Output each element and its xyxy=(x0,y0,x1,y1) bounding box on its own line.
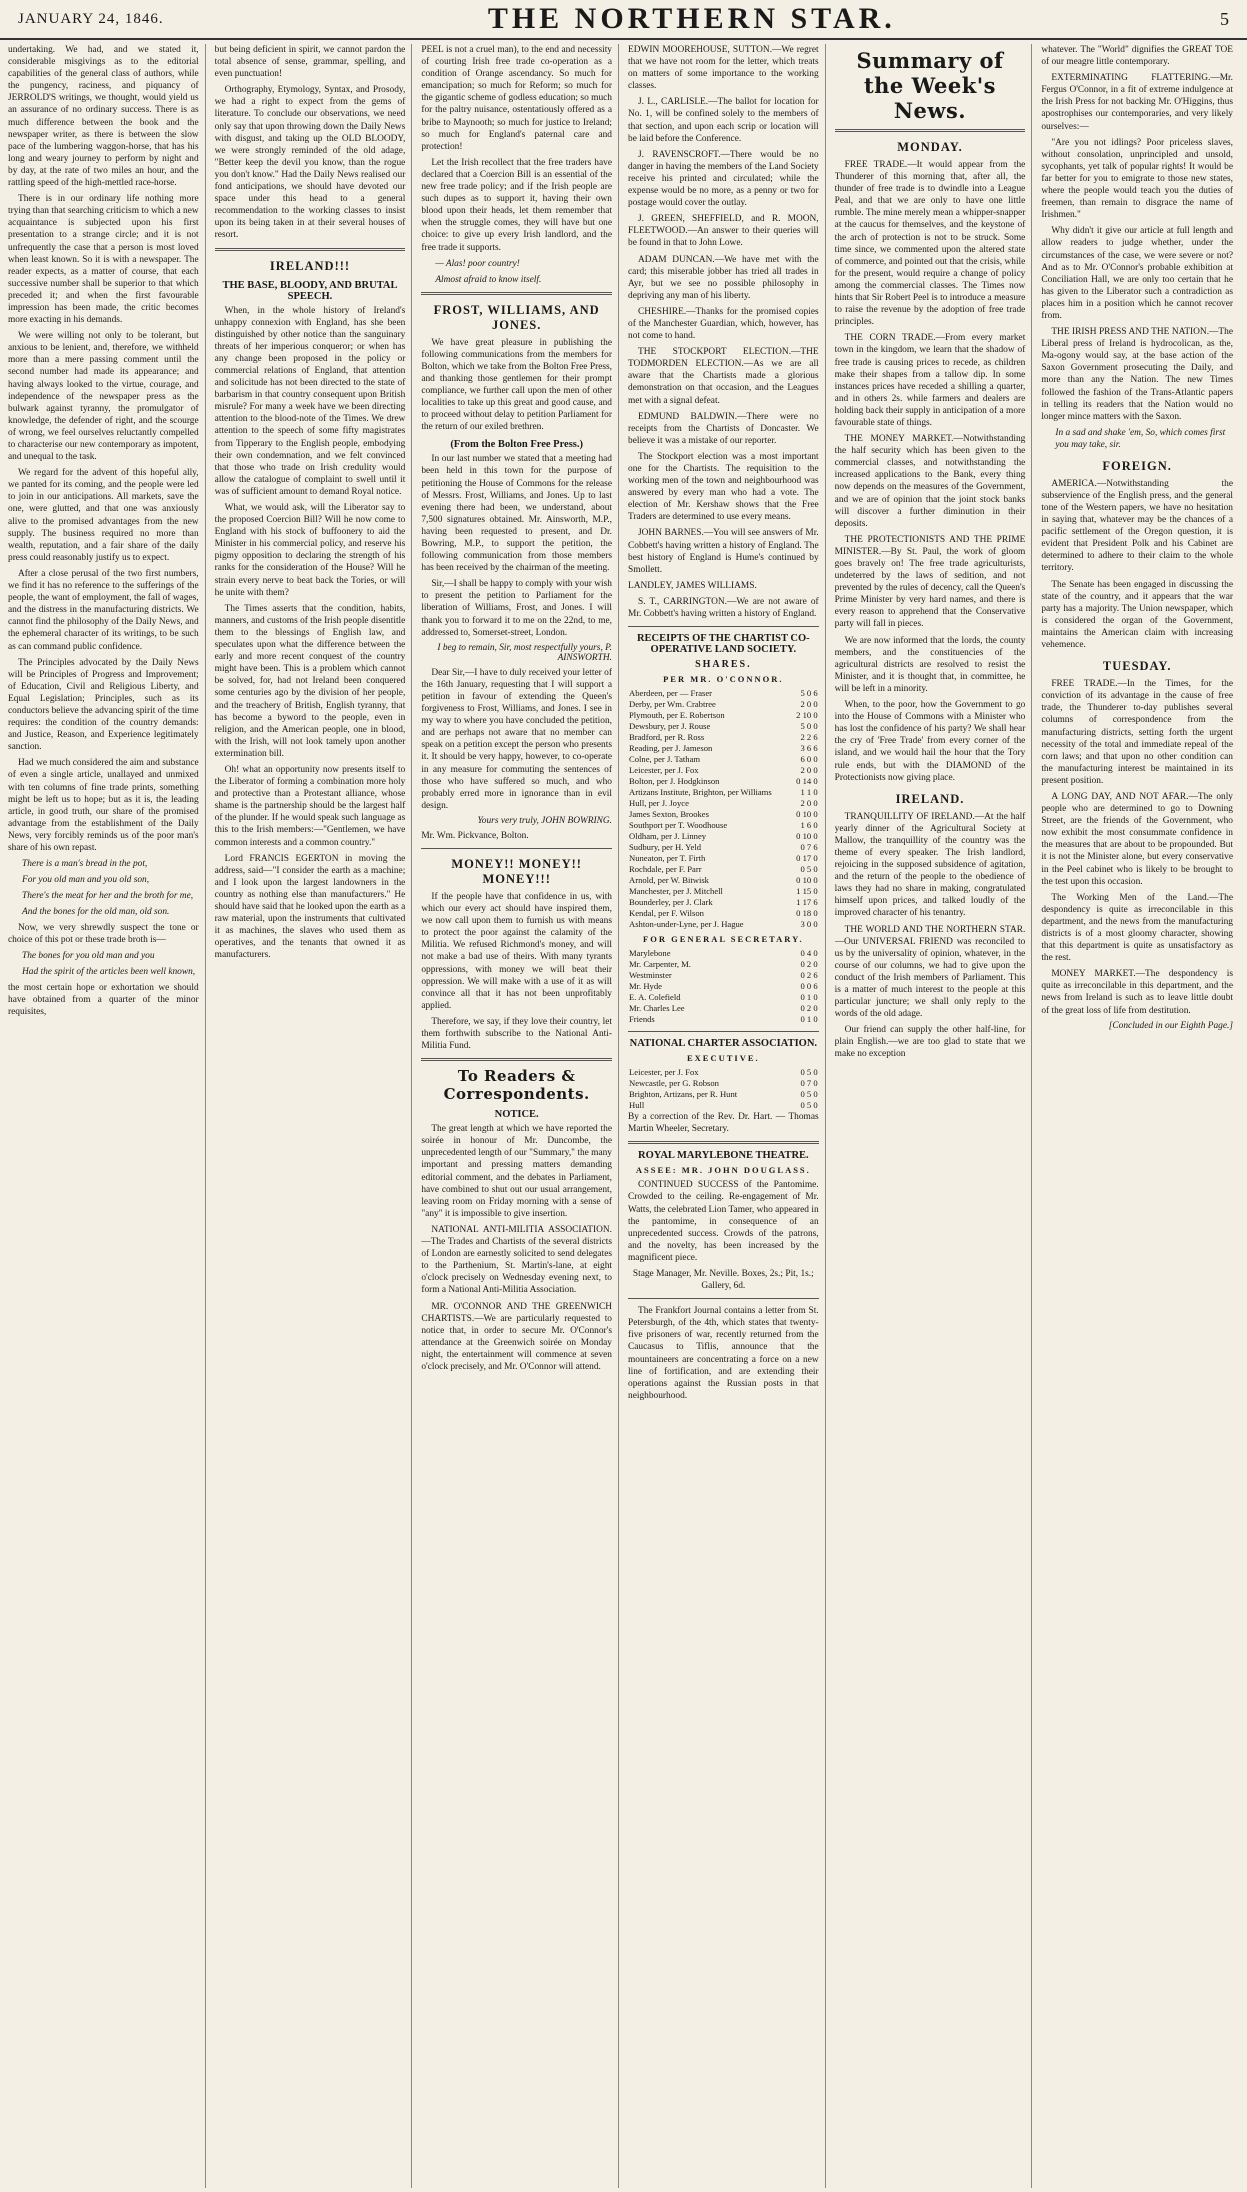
table-row xyxy=(628,959,819,970)
table-cell-name: Artizans Institute, Brighton, per Williams xyxy=(629,787,772,798)
receipts-heading: RECEIPTS OF THE CHARTIST CO-OPERATIVE LAND SOCIETY. xyxy=(636,633,810,656)
verse-line: Almost afraid to know itself. xyxy=(435,274,542,285)
paragraph: Why didn't it give our article at full length and allow readers to judge whether, under the circumstances of the case, we were severe or not? And as to Mr. O'Connor's probable exhibition at Conciliation Hall, we are only too certain that he has given to the Liberator such a contradiction as places him in a position which he cannot recover from. xyxy=(1041,226,1233,321)
paragraph: CHESHIRE.—Thanks for the promised copies of the Manchester Guardian, which, however, has not come to hand. xyxy=(628,306,819,342)
verse-title: There is a man's bread in the pot, xyxy=(22,859,148,870)
verse-line: And the bones for the old man, old son. xyxy=(22,907,170,918)
table-row xyxy=(628,919,819,930)
theatre-heading: ROYAL MARYLEBONE THEATRE. xyxy=(637,1150,809,1162)
paragraph: If the people have that confidence in us, with which our every act should have inspired them, we now call upon them to furnish us with means to protect the poor against the calamity of the Militia. We refused Richmond's money, and will not make a bad use of theirs. With many tyrants oppressions, with money we will beat their oppression. We will make with a use of it as will convince all that it has not been unprofitably applied. xyxy=(421,891,612,1011)
table-cell-name: Oldham, per J. Linney xyxy=(629,831,707,842)
table-row xyxy=(628,842,819,853)
table-cell-amount: 0 2 0 xyxy=(800,959,818,970)
divider xyxy=(421,1058,612,1061)
table-cell-amount: 0 14 0 xyxy=(796,776,818,787)
section-subheading: THE BASE, BLOODY, AND BRUTAL SPEECH. xyxy=(222,279,398,302)
paragraph: We regard for the advent of this hopeful ally, we panted for its coming, and the people were led to join in our anticipations. All markets, save the one, were glutted, and that one was anxiously alive to the promised advantages from the new supply. The business required no more than wealth, reputation, and a fair share of the daily press could reasonably justify us to expect. xyxy=(8,468,199,563)
table-row xyxy=(628,970,819,981)
table-cell-name: Arnold, per W. Bitwisk xyxy=(629,875,709,886)
table-cell-amount: 0 10 0 xyxy=(796,831,818,842)
secretary-heading: FOR GENERAL SECRETARY. xyxy=(643,934,804,945)
table-cell-name: E. A. Colefield xyxy=(629,992,681,1003)
continuation-note: [Concluded in our Eighth Page.] xyxy=(1108,1020,1233,1031)
verse-line: For you old man and you old son, xyxy=(22,875,150,886)
table-cell-amount: 0 1 0 xyxy=(800,1014,818,1025)
column-3 xyxy=(421,44,619,2188)
paragraph: When, in the whole history of Ireland's unhappy connexion with England, has she been distinguished by other notice than the sanguinary threats of her imperious conqueror; or when has any change been proposed in the policy or commercial relations of England, that attention and solicitude has not been directed to the state of barbarism in that country consequent upon British misrule? For many a week have we been directing attention to the blood-note of the Times. We drew attention to the speech of some fifty magistrates from Tipperary to the English people, embodying their own condemnation, and we felt convinced that those who trade on Irish credulity would allow the catalogue of complaint to swell until it was of sufficient amount to demand Royal notice. xyxy=(214,305,406,497)
paragraph: We are now informed that the lords, the county members, and the constituencies of the agricultural districts are resolved to resist the Minister, and it is thought that, in committee, he will be left in a minority. xyxy=(834,635,1026,694)
table-row xyxy=(628,776,819,787)
table-cell-name: Friends xyxy=(629,1014,655,1025)
table-cell-amount: 2 0 0 xyxy=(800,699,818,710)
table-cell-name: Derby, per Wm. Crabtree xyxy=(629,699,716,710)
table-cell-amount: 0 5 0 xyxy=(800,1067,818,1078)
table-cell-name: Mr. Charles Lee xyxy=(629,1003,685,1014)
table-cell-name: Aberdeen, per — Fraser xyxy=(629,688,713,699)
table-cell-amount: 2 10 0 xyxy=(796,710,818,721)
table-cell-amount: 6 0 0 xyxy=(800,754,818,765)
paragraph: TRANQUILLITY OF IRELAND.—At the half yearly dinner of the Agricultural Society at Mallow, the tranquillity of the country was the theme of every speaker. The Irish landlord, rejoicing in the supposed subsidence of agitation, and the return of the people to the obedience of laws they had no share in making, congratulated himself upon prices, and talked loudly of the improved character of his tenantry. xyxy=(834,811,1026,919)
paragraph: Therefore, we say, if they love their country, let them forthwith subscribe to the National Anti-Militia Fund. xyxy=(421,1016,612,1052)
paragraph: By a correction of the Rev. Dr. Hart. — Thomas Martin Wheeler, Secretary. xyxy=(628,1112,819,1135)
secretary-table xyxy=(628,948,819,1025)
day-heading: TUESDAY. xyxy=(1102,659,1172,674)
paragraph: After a close perusal of the two first numbers, we find it has no reference to the sufferings of the people, the want of employment, the fall of wages, and the distress in the manufacturing districts. We cannot find the philosophy of the Daily News, and the ephemeral character of its writings, to be such as can command public confidence. xyxy=(8,568,199,652)
table-row xyxy=(628,732,819,743)
day-heading: MONDAY. xyxy=(897,140,963,154)
masthead xyxy=(0,0,1247,40)
table-cell-name: Rochdale, per F. Parr xyxy=(629,864,702,875)
paragraph: The Times asserts that the condition, habits, manners, and customs of the Irish people disentitle them to the blessings of English law, and speculates upon what the difference between the early and more recent conquest of the country might have been. This is a problem which cannot be solved, for, had not Ireland been conquered some centuries ago by the division of her people, and the treachery of British, English tyranny, that has become a byword to the people, even in religion, and the American people, one in blood, with the Irish, will not look tamely upon another extermination bill. xyxy=(214,603,406,759)
column-5 xyxy=(835,44,1033,2188)
paragraph: undertaking. We had, and we stated it, considerable misgivings as to the editorial capabilities of the general class of authors, while the pungency, raciness, and piquancy of JERROLD'S writings, we thought, would yield us an assurance of no ordinary success. There is as much difference between the book and the newspaper writer, as there is between the slow pace of the lumbering waggon-horse, that has his long and weary journey to perform by night and by day, at the rate of two miles an hour, and the rattling speed of the high-mettled race-horse. xyxy=(8,45,199,189)
table-cell-amount: 1 15 0 xyxy=(796,886,818,897)
column-2 xyxy=(215,44,413,2188)
paragraph: J. RAVENSCROFT.—There would be no danger in having the members of the Land Society receive his printed and circulated; while the expense would be no more, as a penny or two for postage would cover the outlay. xyxy=(628,149,819,209)
signature: I beg to remain, Sir, most respectfully yours, P. AINSWORTH. xyxy=(437,642,612,663)
verse-line: Had the spirit of the articles been well known, xyxy=(22,967,196,978)
table-cell-name: Southport per T. Woodhouse xyxy=(629,820,728,831)
table-cell-amount: 5 0 0 xyxy=(800,721,818,732)
paragraph: MONEY MARKET.—The despondency is quite as irreconcilable in this department, and the news from Ireland is such as to leave little doubt of the great loss of life from destitution. xyxy=(1041,969,1233,1016)
paragraph: The Working Men of the Land.—The despondency is quite as irreconcilable in this department, and the news from the manufacturing districts is of a most gloomy character, showing that this department is quite as unsatisfactory as the rest. xyxy=(1041,892,1233,964)
summary-title: Summary of the Week's News. xyxy=(856,48,1004,123)
section-heading: FROST, WILLIAMS, AND JONES. xyxy=(433,302,600,332)
table-row xyxy=(628,897,819,908)
paragraph: FREE TRADE.—In the Times, for the conviction of its advantage in the cause of free trade, the Thunderer to-day publishes several columns of correspondence from the manufacturing districts, setting forth the urgent necessity of the total and immediate repeal of the corn laws; and that upon no other condition can the manufacturing interest be maintained in its present position. xyxy=(1041,679,1233,786)
paragraph: LANDLEY, JAMES WILLIAMS. xyxy=(628,580,757,591)
paragraph: but being deficient in spirit, we cannot pardon the total absence of sense, grammar, spelling, and even punctuation! xyxy=(214,45,406,80)
table-cell-name: Ashton-under-Lyne, per J. Hague xyxy=(629,919,744,930)
table-row xyxy=(628,948,819,959)
table-cell-name: Mr. Hyde xyxy=(629,981,662,992)
table-cell-amount: 1 6 0 xyxy=(800,820,818,831)
table-row xyxy=(628,1089,819,1100)
table-cell-amount: 0 18 0 xyxy=(796,908,818,919)
page-number: 5 xyxy=(1219,8,1229,29)
correspondents-heading: To Readers & Correspondents. xyxy=(443,1067,590,1104)
table-cell-name: Newcastle, per G. Robson xyxy=(629,1078,719,1089)
table-cell-name: Hull xyxy=(629,1100,645,1111)
table-cell-name: Leicester, per J. Fox xyxy=(629,1067,699,1078)
paragraph: THE MONEY MARKET.—Notwithstanding the half security which has been given to the commercial classes, and notwithstanding the increased applications to the Bank, every thing now depends on the measures of the Government, and we are of opinion that the joint stock banks will discover a further diminution in their deposits. xyxy=(834,434,1026,529)
column-1 xyxy=(8,44,206,2188)
table-row xyxy=(628,864,819,875)
table-row xyxy=(628,754,819,765)
table-cell-name: Bounderley, per J. Clark xyxy=(629,897,713,908)
paragraph: JOHN BARNES.—You will see answers of Mr. Cobbett's having written a history of England. The best history of England is Hume's continued by Smollett. xyxy=(628,528,819,575)
table-row xyxy=(628,1078,819,1089)
verse-line: There's the meat for her and the broth for me, xyxy=(22,891,194,902)
source-note: (From the Bolton Free Press.) xyxy=(450,439,583,451)
table-cell-amount: 0 1 0 xyxy=(800,992,818,1003)
divider xyxy=(628,1141,819,1144)
paragraph: We have great pleasure in publishing the following communications from the members for Bolton, which we take from the Bolton Free Press, and thanking those gentlemen for their prompt compliance, we further call upon the men of other localities to take up this great and good cause, and to proceed without delay to petition Parliament for the return of our exiled brethren. xyxy=(421,337,612,433)
paragraph: the most certain hope or exhortation we should have obtained from a quarter of the minor requisites, xyxy=(8,983,199,1018)
table-row xyxy=(628,798,819,809)
table-cell-amount: 0 10 0 xyxy=(796,875,818,886)
paragraph: The great length at which we have reported the soirée in honour of Mr. Duncombe, the unprecedented length of our "Summary," the many important and pressing matters demanding editorial comment, and the debates in Parliament, have combined to shut out our usual arrangement, leaving room on Friday morning with a sense of "any" it is impossible to give insertion. xyxy=(421,1124,612,1219)
addressee: Mr. Wm. Pickvance, Bolton. xyxy=(421,830,529,841)
association-heading: NATIONAL CHARTER ASSOCIATION. xyxy=(629,1038,818,1050)
paragraph: NATIONAL ANTI-MILITIA ASSOCIATION.—The Trades and Chartists of the several districts of London are earnestly solicited to send delegates to the Parthenium, St. Martin's-lane, at eight o'clock precisely on Wednesday evening next, to form a National Anti-Militia Association. xyxy=(421,1224,612,1296)
table-cell-amount: 0 5 0 xyxy=(800,1089,818,1100)
table-cell-name: Westminster xyxy=(629,970,672,981)
paragraph: THE IRISH PRESS AND THE NATION.—The Liberal press of Ireland is hydrocolican, as the, Ma-ogony would say, at the base action of the Saxon Government prosecuting the Daily, and more than any the Nation. The new Times followed the fashion of the Trans-Atlantic papers in telling its readers that the Nation would no longer mince matters with the Saxon. xyxy=(1041,327,1233,422)
paragraph: The Senate has been engaged in discussing the state of the country, and it appears that the war party has a majority. The Union newspaper, which is considered the organ of the Government, maintains the American claim with increasing vehemence. xyxy=(1041,579,1233,651)
table-row xyxy=(628,1100,819,1111)
paragraph: The Frankfort Journal contains a letter from St. Petersburgh, of the 4th, which states that twenty-five prisoners of war, recently returned from the Caucasus to Tiflis, announce that the mountaineers are concentrating a force on a new line of fortification, and are extending their operations against the Russian posts in that neighbourhood. xyxy=(628,1306,819,1401)
paragraph: whatever. The "World" dignifies the GREAT TOE of our meagre little contemporary. xyxy=(1041,45,1233,68)
table-row xyxy=(628,743,819,754)
paragraph: THE CORN TRADE.—From every market town in the kingdom, we learn that the shadow of free trade is causing prices to recede, as children make their shapes from a tallow dip. In some instances prices have receded a shilling a quarter, and in others 2s. while farmers and dealers are holding back their supply in anticipation of a more favourable state of things. xyxy=(834,333,1026,428)
table-row xyxy=(628,992,819,1003)
paragraph: THE WORLD AND THE NORTHERN STAR.—Our UNIVERSAL FRIEND was reconciled to us by the universality of opinion, whatever, in the course of our columns, we had to give upon the conduct of the Irish members of Parliament. This is a matter of much interest to the people at this particular juncture; we shall only reply to the words of the old adage. xyxy=(834,924,1026,1020)
table-cell-amount: 5 0 6 xyxy=(800,688,818,699)
paragraph: EDMUND BALDWIN.—There were no receipts from the Chartists of Doncaster. We believe it was a mistake of our reporter. xyxy=(628,411,819,446)
table-cell-amount: 0 0 6 xyxy=(800,981,818,992)
table-row xyxy=(628,721,819,732)
table-cell-amount: 1 1 0 xyxy=(800,787,818,798)
paragraph: EXTERMINATING FLATTERING.—Mr. Fergus O'Connor, in a fit of extreme indulgence at the Irish Press for not backing Mr. O'Higgins, thus apostrophises our contemporaries, and very likely ourselves:— xyxy=(1041,73,1233,132)
column-6 xyxy=(1041,44,1239,2188)
table-cell-name: Reading, per J. Jameson xyxy=(629,743,713,754)
table-cell-amount: 0 17 0 xyxy=(796,853,818,864)
table-cell-amount: 0 4 0 xyxy=(800,948,818,959)
divider xyxy=(421,292,612,295)
table-row xyxy=(628,787,819,798)
table-cell-name: Leicester, per J. Fox xyxy=(629,765,699,776)
table-row xyxy=(628,1014,819,1025)
theatre-subheading: ASSEE: MR. JOHN DOUGLASS. xyxy=(635,1165,811,1176)
section-heading: IRELAND. xyxy=(895,791,965,806)
table-cell-amount: 0 2 6 xyxy=(800,970,818,981)
divider xyxy=(628,626,819,627)
table-cell-amount: 2 0 0 xyxy=(800,798,818,809)
paragraph: There is in our ordinary life nothing more trying than that searching criticism to which a new acquaintance is subjected upon his first presentation to a strange circle; and it is not unfrequently the case that a person is most loved when least known. So it is with a newspaper. The reader expects, as a matter of course, that each successive number shall be superior to that which preceded it; and when the first favourable impression has been made, the critic becomes more exacting in his demands. xyxy=(8,194,199,326)
section-heading: MONEY!! MONEY!! MONEY!!! xyxy=(451,856,582,886)
table-row xyxy=(628,765,819,776)
table-cell-name: Bolton, per J. Hodgkinson xyxy=(629,776,720,787)
signature: Yours very truly, JOHN BOWRING. xyxy=(477,815,612,826)
notice-heading: NOTICE. xyxy=(494,1109,539,1121)
paragraph: MR. O'CONNOR AND THE GREENWICH CHARTISTS.—We are particularly requested to notice that, in order to secure Mr. O'Connor's attendance at the Greenwich soirée on Monday night, the entertainment will commence at seven o'clock precisely, and Mr. O'Connor will attend. xyxy=(421,1301,612,1372)
paragraph: The Principles advocated by the Daily News will be Principles of Progress and Improvement; of Education, Civil and Religious Liberty, and Equal Legislation; Principles, such as its conductors believe the advancing spirit of the time requires: the condition of the country demands: and Justice, Reason, and Experience legitimately sanction. xyxy=(8,657,199,753)
table-cell-name: Sudbury, per H. Yeld xyxy=(629,842,702,853)
table-cell-amount: 2 0 0 xyxy=(800,765,818,776)
executive-label: EXECUTIVE. xyxy=(686,1053,760,1064)
table-cell-amount: 0 7 0 xyxy=(800,1078,818,1089)
table-row xyxy=(628,809,819,820)
table-row xyxy=(628,908,819,919)
divider xyxy=(628,1298,819,1299)
paragraph: ADAM DUNCAN.—We have met with the card; this miserable jobber has tried all trades in Ayr, but we see no possible philosophy in depriving any man of his liberty. xyxy=(628,254,819,301)
verse-line: The bones for you old man and you xyxy=(22,951,155,962)
table-cell-amount: 0 2 0 xyxy=(800,1003,818,1014)
receipts-table xyxy=(628,688,819,930)
paragraph: J. L., CARLISLE.—The ballot for location for No. 1, will be confined solely to the members of that section, and upon each scrip or location will be laid before the Conference. xyxy=(628,97,819,144)
paragraph: We were willing not only to be tolerant, but anxious to be lenient, and, therefore, we withheld more than a mere passing comment until the second number had made its appearance; and having always looked to the virtue, courage, and independence of the newspaper press as the bulwark against tyranny, the promulgator of knowledge, the defender of right, and the scourge of wrong, we feel ourselves reluctantly compelled to characterise our new contemporary as impotent, and unequal to the task. xyxy=(8,331,199,463)
paragraph: THE PROTECTIONISTS AND THE PRIME MINISTER.—By St. Paul, the work of gloom goes bravely on! The free trade agriculturists, undeterred by the laws of sedition, and not prevented by the rules of decency, call the Queen's Prime Minister by very hard names, and there is every reason to apprehend that the Conservative party will fall in pieces. xyxy=(834,534,1026,630)
section-heading: FOREIGN. xyxy=(1102,458,1172,473)
paragraph: Stage Manager, Mr. Neville. Boxes, 2s.; Pit, 1s.; Gallery, 6d. xyxy=(632,1268,814,1292)
paragraph: Oh! what an opportunity now presents itself to the Liberator of forming a combination more holy and protective than a Protestant alliance, whose shame is the partnership should be the largest half of the plunder. If he would speak such language as this to the Irish members:—"Gentlemen, we have common interests and a common country." xyxy=(214,764,406,848)
paragraph: PEEL is not a cruel man), to the end and necessity of courting Irish free trade co-operation as a condition of Orange ascendancy. So much for emancipation; so much for Reform; so much for the gigantic scheme of godless education; so much for the paltry nuisance, ostentatiously offered as a bribe to Maynooth; so much for justice to Ireland; so much for England's paternal care and protection! xyxy=(421,45,612,152)
paragraph: Our friend can supply the other half-line, for plain English.—we are too glad to state that we make no exception xyxy=(834,1025,1026,1060)
table-row xyxy=(628,875,819,886)
table-row xyxy=(628,886,819,897)
paragraph: Lord FRANCIS EGERTON in moving the address, said—"I consider the earth as a machine; and I look upon the largest landowners in the country as nothing else than manufacturers." He should have said that he looked upon the earth as a raw material, upon the instruments that cultivated it as machines, the slaves who used them as operatives, and the tenants that owned it as manufacturers. xyxy=(214,853,406,961)
section-heading: IRELAND!!! xyxy=(269,258,351,273)
paragraph: What, we would ask, will the Liberator say to the proposed Coercion Bill? Will he now come to England with his stock of buffoonery to aid the Minister in his commercial policy, and reserve his pigmy opposition to declaring the strength of his ranks for the consideration of the House? Will he strain every nerve to beat back the Tories, or will he unite with them? xyxy=(214,503,406,598)
per-label: PER MR. O'CONNOR. xyxy=(663,674,784,685)
table-cell-name: James Sexton, Brookes xyxy=(629,809,709,820)
table-cell-amount: 1 17 6 xyxy=(796,897,818,908)
columns xyxy=(8,44,1239,2188)
paragraph: In our last number we stated that a meeting had been held in this town for the purpose of petitioning the House of Commons for the release of Messrs. Frost, Williams, and Jones. Up to last evening there had been, we understand, about 7,500 signatures obtained. Mr. Ainsworth, M.P., having been requested to present, and Dr. Bowring, M.P., to support the petition, the following communication from those members has been received by the chairman of the meeting. xyxy=(421,454,612,574)
table-row xyxy=(628,981,819,992)
newspaper-title: THE NORTHERN STAR. xyxy=(487,2,896,35)
table-cell-name: Colne, per J. Tatham xyxy=(629,754,701,765)
quotation: "Are you not idlings? Poor priceless slaves, without consolation, unprincipled and unsold, sycophants, yet talk of popular rights! It would be far better for you to emigrate to those new states, where the people would teach you the duties of freemen, than remain to disgrace the name of Irishmen." xyxy=(1041,137,1233,221)
paragraph: Now, we very shrewdly suspect the tone or choice of this pot or these trade broth is— xyxy=(8,923,199,946)
paragraph: When, to the poor, how the Government to go into the House of Commons with a Minister who has lost the confidence of his party? We shall hear the cry of 'Free Trade' from every corner of the island, and we would hail the hour that the Tory rule ends, but with the DIAMOND of the Protectionists now giving place. xyxy=(834,700,1026,783)
paragraph: CONTINUED SUCCESS of the Pantomime. Crowded to the ceiling. Re-engagement of Mr. Watts, the celebrated Lion Tamer, who appeared in the pantomime, in consequence of an unprecedented success. Crowds of the patrons, and the novelty, has been increased by the magnificent piece. xyxy=(628,1180,819,1263)
divider xyxy=(215,248,406,251)
paragraph: Had we much considered the aim and substance of even a single article, unallayed and unmixed with ten columns of fine trade prints, something might be left us to hope; but as it is, the leading article, in good truth, our share of the promised advantage from the establishment of the Daily News, very forcibly reminds us of the poor man's share of his own repast. xyxy=(8,758,199,853)
table-row xyxy=(628,710,819,721)
table-cell-amount: 0 7 6 xyxy=(800,842,818,853)
paragraph: S. T., CARRINGTON.—We are not aware of Mr. Cobbett's having written a history of England. xyxy=(628,596,819,620)
column-4 xyxy=(628,44,826,2188)
table-cell-name: Dewsbury, per J. Rouse xyxy=(629,721,711,732)
table-cell-name: Kendal, per F. Wilson xyxy=(629,908,704,919)
table-cell-name: Hull, per J. Joyce xyxy=(629,798,689,809)
paragraph: THE STOCKPORT ELECTION.—THE TODMORDEN ELECTION.—As we are all aware that the Chartists made a glorious demonstration on that occasion, and the Leagues met with a signal defeat. xyxy=(628,347,819,406)
table-cell-amount: 3 0 0 xyxy=(800,919,818,930)
letter: Dear Sir,—I have to duly received your letter of the 16th January, requesting that I will support a petition in favour of extending the Queen's forgiveness to Frost, Williams, and Jones. I see in my way to where you have concluded the petition, and are perhaps not aware that no member can speak on a petition except the person who presents it. It should be very happy, however, to co-operate in any measure for commuting the sentences of those who have suffered so much, and who probably erred more in ignorance than in evil design. xyxy=(421,667,612,811)
paragraph: Orthography, Etymology, Syntax, and Prosody, we had a right to expect from the gems of literature. To conclude our observations, we need only say that upon throwing down the Daily News with disgust, and taking up the OLD BLOODY, we were strongly reminded of the old adage, "Better keep the devil you know, than the rogue you don't know." Had the Daily News realised our fond anticipations, we should have devoted our space under this head to a general recommendation to the working classes to insist upon its being taken in at their several houses of resort. xyxy=(214,85,406,241)
table-cell-amount: 2 2 6 xyxy=(800,732,818,743)
paragraph: EDWIN MOOREHOUSE, SUTTON.—We regret that we have not room for the letter, which treats on matters of some importance to the working classes. xyxy=(628,45,819,92)
paragraph: Let the Irish recollect that the free traders have declared that a Coercion Bill is an essential of the new free trade policy; and if the Irish people are such dupes as to support it, having their own blood upon their heads, let them remember that when the struggle comes, they will have but one choice: to give up every Irish landlord, and the free trade it supports. xyxy=(421,157,612,253)
table-row xyxy=(628,699,819,710)
table-cell-name: Brighton, Artizans, per R. Hunt xyxy=(629,1089,738,1100)
divider xyxy=(421,848,612,849)
verse-line: — Alas! poor country! xyxy=(435,258,520,269)
paragraph: AMERICA.—Notwithstanding the subservience of the English press, and the general tone of the Western papers, we have no hesitation in saying that, whatever may be the chances of a pacific settlement of the Oregon question, it is evident that President Polk and his Cabinet are determined to adhere to their claim to the whole territory. xyxy=(1041,478,1233,574)
divider xyxy=(835,129,1026,132)
table-cell-amount: 0 5 0 xyxy=(800,1100,818,1111)
table-cell-name: Nuneaton, per T. Firth xyxy=(629,853,706,864)
letter: Sir,—I shall be happy to comply with your wish to present the petition to Parliament for the liberation of Williams, Frost, and Jones. I will thank you to forward it to me on the 22nd, to me, addressed to, Somerset-street, London. xyxy=(421,579,612,638)
table-row xyxy=(628,831,819,842)
table-row xyxy=(628,1067,819,1078)
paragraph: A LONG DAY, AND NOT AFAR.—The only people who are determined to go to Downing Street, are the friends of the Government, who now exhibit the most consummate confidence in the measures that are about to be propounded. But it is not the Minister alone, but every conservative in the Peel cabinet who is likely to be brought to the test upon this occasion. xyxy=(1041,791,1233,887)
divider xyxy=(628,1031,819,1032)
issue-date: JANUARY 24, 1846. xyxy=(18,10,164,27)
table-cell-name: Plymouth, per E. Robertson xyxy=(629,710,725,721)
table-cell-name: Mr. Carpenter, M. xyxy=(629,959,691,970)
paragraph: FREE TRADE.—It would appear from the Thunderer of this morning that, after all, the thunder of free trade is to dwindle into a League Peal, and that we are only to have one little rumble. The mine merely mean a whipper-snapper at the caucus for themselves, and the keystone of the arch of protection is not to be struck. Some time since, we commented upon the altered state of commerce, and pointed out that the crisis, while for the present, would require a change of policy among the commercial classes. The Times now hints that Sir Robert Peel is to introduce a measure to raise the revenue by the adoption of free trade principles. xyxy=(834,160,1026,328)
table-cell-name: Bradford, per R. Ross xyxy=(629,732,705,743)
table-cell-name: Manchester, per J. Mitchell xyxy=(629,886,723,897)
paragraph: J. GREEN, SHEFFIELD, and R. MOON, FLEETWOOD.—An answer to their queries will be found in that to John Lowe. xyxy=(628,214,819,249)
table-row xyxy=(628,688,819,699)
executive-table xyxy=(628,1067,819,1111)
table-cell-amount: 3 6 6 xyxy=(800,743,818,754)
table-cell-amount: 0 10 0 xyxy=(796,809,818,820)
paragraph: The Stockport election was a most important one for the Chartists. The requisition to the working men of the town and neighbourhood was answered by every man who had a vote. The election of Mr. Kershaw shows that the Free Traders are determined to use every means. xyxy=(628,451,819,523)
table-cell-amount: 0 5 0 xyxy=(800,864,818,875)
table-cell-name: Marylebone xyxy=(629,948,671,959)
table-row xyxy=(628,853,819,864)
table-row xyxy=(628,1003,819,1014)
shares-label: SHARES. xyxy=(695,659,752,671)
table-row xyxy=(628,820,819,831)
verse-line: In a sad and shake 'em, So, which comes first you may take, sir. xyxy=(1055,427,1226,450)
